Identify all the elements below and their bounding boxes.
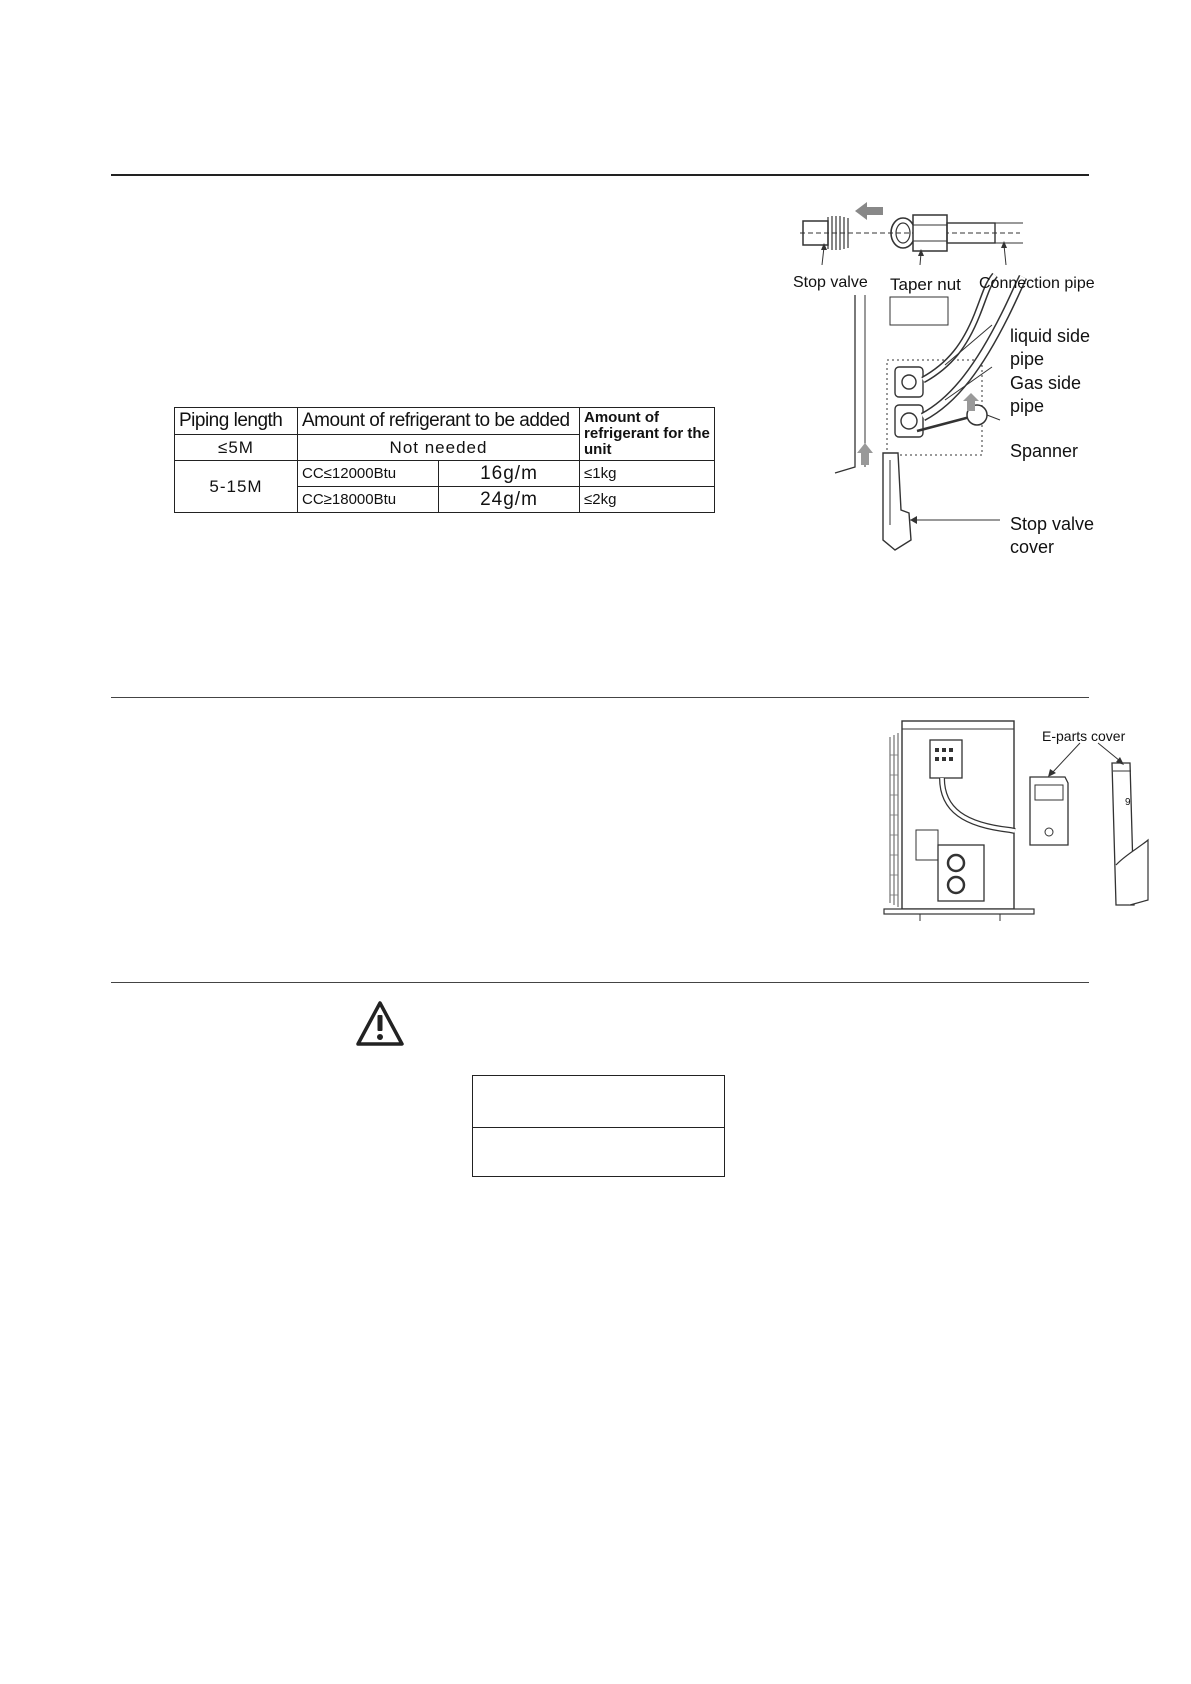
blank-two-row-box xyxy=(472,1075,725,1177)
row1-length: ≤5M xyxy=(175,435,298,461)
outdoor-unit-figure xyxy=(880,715,1170,935)
row2a-capacity: CC≤12000Btu xyxy=(298,461,439,487)
row1-amount: Not needed xyxy=(298,435,580,461)
header-amount-unit: Amount of refrigerant for the unit xyxy=(580,408,715,461)
row2a-rate: 16g/m xyxy=(439,461,580,487)
header-piping-length: Piping length xyxy=(175,408,298,435)
label-cover-number: 9 xyxy=(1125,797,1131,808)
refrigerant-table xyxy=(174,407,715,513)
warning-triangle-icon xyxy=(355,1000,405,1047)
label-stop-valve-cover: Stop valve cover xyxy=(1010,514,1095,557)
row2b-capacity: CC≥18000Btu xyxy=(298,487,439,513)
box-divider xyxy=(473,1127,724,1128)
row2b-rate: 24g/m xyxy=(439,487,580,513)
section-divider-middle xyxy=(111,697,1089,698)
row2-length: 5-15M xyxy=(175,461,298,513)
header-amount-added: Amount of refrigerant to be added xyxy=(298,408,580,435)
section-divider-top xyxy=(111,174,1089,176)
section-divider-bottom xyxy=(111,982,1089,983)
row2a-unit-amount: ≤1kg xyxy=(580,461,715,487)
label-spanner: Spanner xyxy=(1010,441,1079,461)
label-stop-valve: Stop valve xyxy=(793,274,868,291)
label-connection-pipe: Connection pipe xyxy=(979,275,1095,292)
label-gas-side-pipe: Gas side pipe xyxy=(1010,373,1082,416)
label-eparts-cover: E-parts cover xyxy=(1042,728,1126,744)
label-taper-nut: Taper nut xyxy=(890,275,961,294)
label-liquid-side-pipe: liquid side pipe xyxy=(1010,326,1091,369)
row2b-unit-amount: ≤2kg xyxy=(580,487,715,513)
